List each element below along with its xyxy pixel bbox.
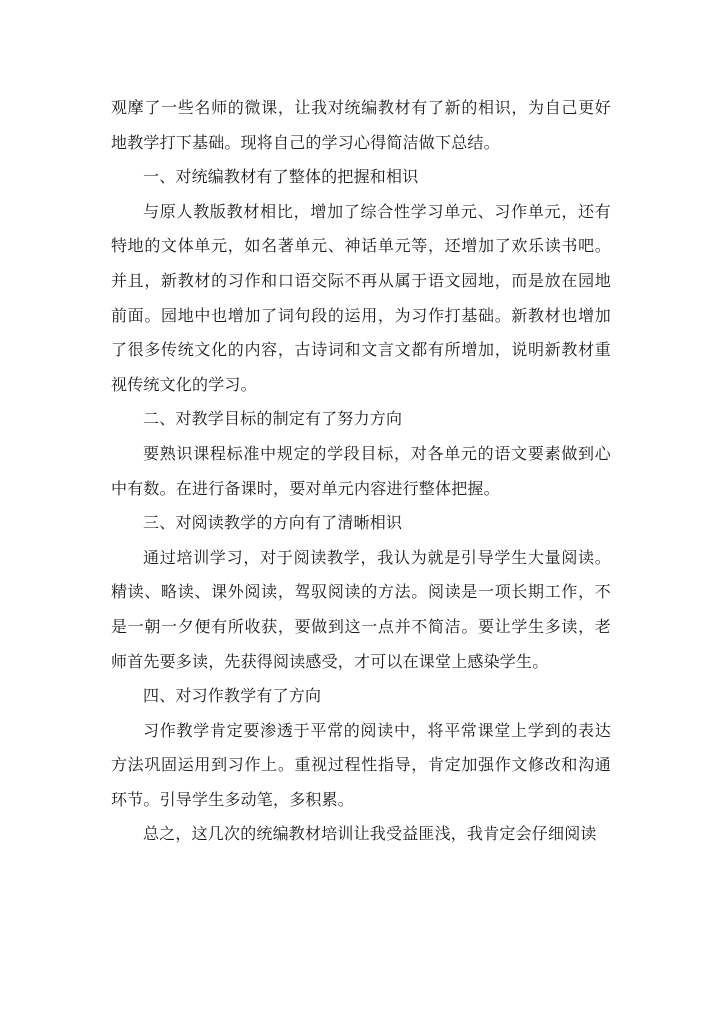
paragraph-section-2: 要熟识课程标准中规定的学段目标，对各单元的语文要素做到心中有数。在进行备课时，要对单元内容进行整体把握。: [111, 443, 611, 498]
section-heading-1: 一、对统编教材有了整体的把握和相识: [143, 167, 419, 187]
paragraph-section-3: 通过培训学习，对于阅读教学，我认为就是引导学生大量阅读。精读、略读、课外阅读，驾驭阅读的方法。阅读是一项长期工作，不是一朝一夕便有所收获，要做到这一点并不简洁。要让学生多读，老师首先要多读，先获得阅读感受，才可以在课堂上感染学生。: [111, 547, 611, 671]
paragraph-section-1: 与原人教版教材相比，增加了综合性学习单元、习作单元，还有特地的文体单元，如名著单元、神话单元等，还增加了欢乐读书吧。并且，新教材的习作和口语交际不再从属于语文园地，而是放在园地前面。园地中也增加了词句段的运用，为习作打基础。新教材也增加了很多传统文化的内容，古诗词和文言文都有所增加，说明新教材重视传统文化的学习。: [111, 201, 611, 394]
document-body: [111, 91, 611, 852]
paragraph-section-4: 习作教学肯定要渗透于平常的阅读中，将平常课堂上学到的表达方法巩固运用到习作上。重视过程性指导，肯定加强作文修改和沟通环节。引导学生多动笔，多积累。: [111, 720, 611, 809]
section-heading-3: 三、对阅读教学的方向有了清晰相识: [143, 513, 403, 533]
section-heading-4: 四、对习作教学有了方向: [143, 686, 322, 706]
section-heading-2: 二、对教学目标的制定有了努力方向: [143, 409, 403, 429]
paragraph-intro: 观摩了一些名师的微课，让我对统编教材有了新的相识，为自己更好地教学打下基础。现将自己的学习心得简洁做下总结。: [111, 98, 611, 152]
paragraph-conclusion: 总之，这几次的统编教材培训让我受益匪浅，我肯定会仔细阅读: [143, 824, 597, 844]
